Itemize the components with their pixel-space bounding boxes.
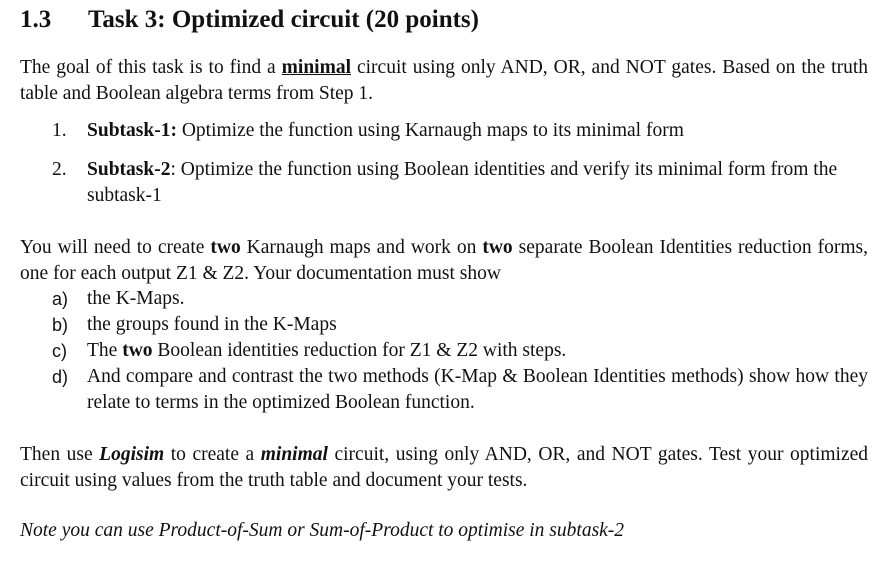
- subtask-text: Optimize the function using Karnaugh maps to its minimal form: [176, 120, 684, 141]
- list-item-text: the groups found in the K-Maps: [87, 314, 337, 335]
- subtask-text: : Optimize the function using Boolean identities and verify its minimal form from the subtask-1: [87, 159, 838, 206]
- list-item-d: [52, 364, 868, 416]
- section-heading: [20, 6, 479, 34]
- intro-emphasis: minimal: [281, 57, 352, 78]
- requirements-paragraph: [20, 235, 868, 287]
- intro-paragraph: [20, 55, 868, 107]
- list-item-bold: two: [122, 340, 153, 361]
- req-bold-1: two: [210, 237, 241, 258]
- list-marker: 2.: [52, 159, 67, 180]
- list-item-text: The: [87, 340, 123, 361]
- note-paragraph: Note you can use Product-of-Sum or Sum-of-Product to optimise in subtask-2: [20, 520, 625, 541]
- req-bold-2: two: [482, 237, 513, 258]
- list-marker: 1.: [52, 120, 67, 141]
- list-item-text: the K-Maps.: [87, 288, 185, 309]
- list-marker: d): [52, 367, 69, 387]
- logisim-emphasis: minimal: [260, 444, 328, 465]
- list-item-b: [52, 312, 868, 338]
- intro-text-1: The goal of this task is to find a: [20, 57, 282, 78]
- logisim-paragraph: [20, 442, 868, 494]
- logisim-text-1: Then use: [20, 444, 100, 465]
- subtask-label: Subtask-1:: [87, 120, 177, 141]
- list-item-a: [52, 286, 868, 312]
- subtask-item-2: [52, 157, 868, 209]
- intro-text-2: circuit using only AND, OR, and NOT gates. Based on the truth table and Boolean algebra terms from Step 1.: [20, 57, 868, 104]
- section-title: Task 3: Optimized circuit (20 points): [88, 6, 479, 33]
- subtask-label: Subtask-2: [87, 159, 171, 180]
- list-item-c: [52, 338, 868, 364]
- logisim-tool-name: Logisim: [99, 444, 165, 465]
- list-item-text-2: Boolean identities reduction for Z1 & Z2 with steps.: [152, 340, 567, 361]
- subtask-item-1: [52, 118, 868, 144]
- list-marker: c): [52, 341, 67, 361]
- list-marker: a): [52, 289, 69, 309]
- req-text-3: separate Boolean Identities reduction forms, one for each output Z1 & Z2. Your documentation must show: [20, 237, 869, 284]
- logisim-text-3: circuit, using only AND, OR, and NOT gates. Test your optimized circuit using values from the truth table and document your tests.: [20, 444, 869, 491]
- logisim-text-2: to create a: [164, 444, 261, 465]
- list-item-text: And compare and contrast the two methods (K-Map & Boolean Identities methods) show how they relate to terms in the optimized Boolean function.: [87, 366, 868, 413]
- list-marker: b): [52, 315, 69, 335]
- req-text-2: Karnaugh maps and work on: [240, 237, 483, 258]
- req-text-1: You will need to create: [20, 237, 211, 258]
- section-number: 1.3: [20, 6, 52, 33]
